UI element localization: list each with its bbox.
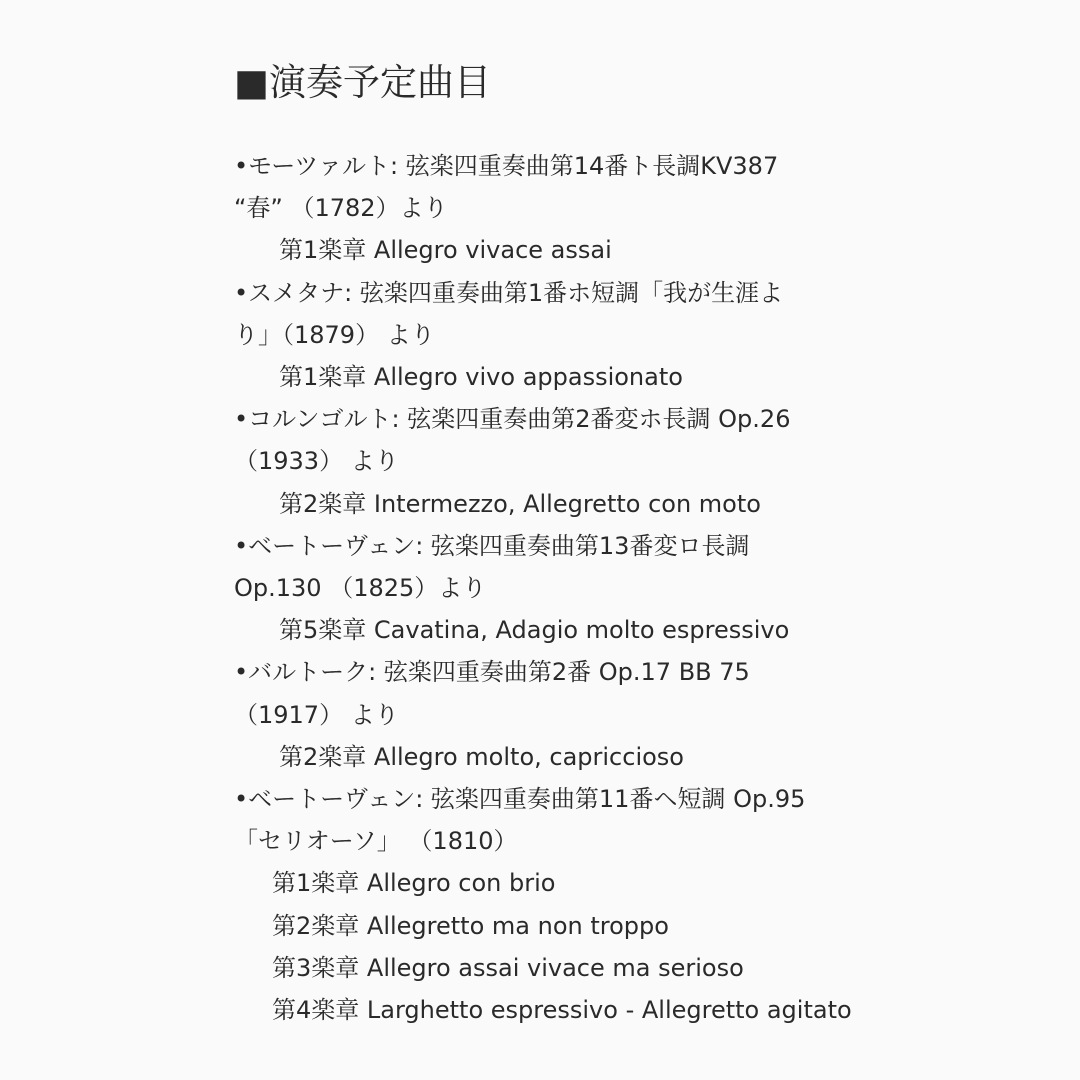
movement-line: 第2楽章 Allegretto ma non troppo [272, 911, 669, 940]
program-item-smetana [234, 272, 1054, 399]
movement-line: 第1楽章 Allegro vivo appassionato [279, 363, 683, 392]
movement-line: 第3楽章 Allegro assai vivace ma serioso [272, 953, 744, 982]
program-list [234, 145, 1054, 1031]
piece-heading-continued: （1933） より [234, 447, 399, 476]
movement-line: 第1楽章 Allegro vivace assai [279, 236, 612, 265]
piece-heading: •バルトーク: 弦楽四重奏曲第2番 Op.17 BB 75 [234, 658, 750, 687]
piece-heading: •ベートーヴェン: 弦楽四重奏曲第11番ヘ短調 Op.95 [234, 785, 806, 814]
piece-heading-continued: “春” （1782）より [234, 194, 448, 223]
program-item-bartok [234, 651, 1054, 778]
movement-line: 第4楽章 Larghetto espressivo - Allegretto agitato [272, 996, 852, 1025]
piece-heading-continued: 「セリオーソ」 （1810） [234, 827, 518, 856]
program-item-beethoven-11 [234, 778, 1054, 1031]
movement-line: 第2楽章 Allegro molto, capriccioso [279, 742, 684, 771]
movement-line: 第5楽章 Cavatina, Adagio molto espressivo [279, 616, 790, 645]
movement-line: 第1楽章 Allegro con brio [272, 869, 556, 898]
piece-heading: •スメタナ: 弦楽四重奏曲第1番ホ短調「我が生涯よ [234, 278, 784, 307]
piece-heading: •ベートーヴェン: 弦楽四重奏曲第13番変ロ長調 [234, 531, 750, 560]
program-sheet [234, 58, 1054, 1031]
page-title: ■演奏予定曲目 [234, 61, 491, 104]
program-item-mozart [234, 145, 1054, 272]
program-item-beethoven-13 [234, 525, 1054, 652]
program-item-korngold [234, 398, 1054, 525]
piece-heading-continued: り」（1879） より [234, 320, 435, 349]
piece-heading-continued: （1917） より [234, 700, 399, 729]
piece-heading-continued: Op.130 （1825）より [234, 574, 487, 603]
piece-heading: •モーツァルト: 弦楽四重奏曲第14番ト長調KV387 [234, 152, 779, 180]
movement-line: 第2楽章 Intermezzo, Allegretto con moto [279, 489, 761, 518]
piece-heading: •コルンゴルト: 弦楽四重奏曲第2番変ホ長調 Op.26 [234, 405, 791, 434]
